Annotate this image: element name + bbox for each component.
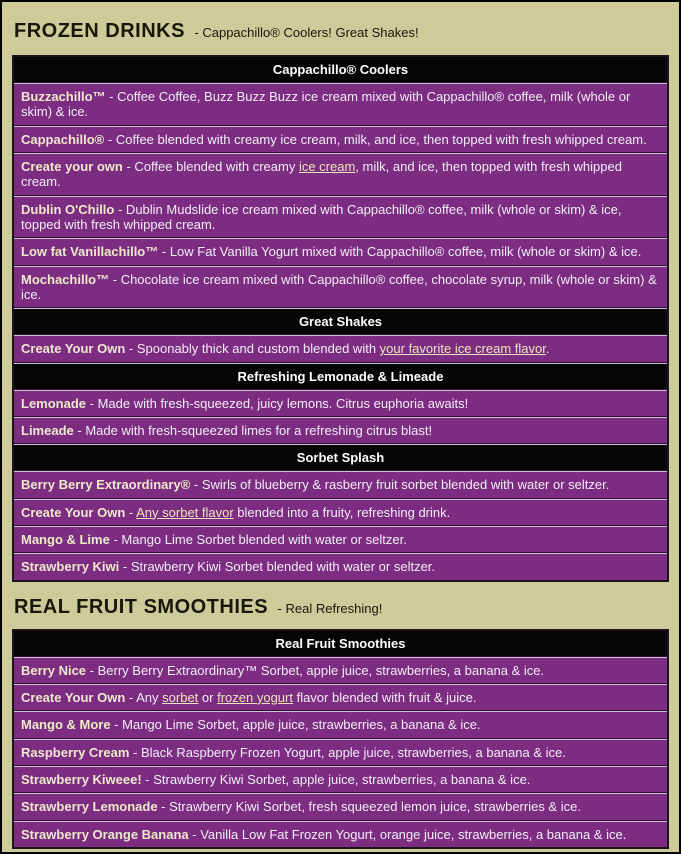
menu-item-row — [14, 821, 667, 847]
menu-item-description: - Swirls of blueberry & rasberry fruit sorbet blended with water or seltzer. — [193, 477, 610, 493]
menu-item-row — [14, 153, 667, 196]
menu-item-row — [14, 766, 667, 793]
menu-item-name: Strawberry Kiwi — [21, 559, 120, 575]
smoothies-table — [12, 629, 669, 849]
menu-item-description: - — [128, 504, 137, 520]
menu-item-name: Berry Nice — [21, 662, 87, 678]
menu-item-row — [14, 266, 667, 309]
frozen-drinks-table — [12, 55, 669, 582]
menu-item-description: - Dublin Mudslide ice cream mixed with Cappachillo® coffee, milk (whole or skim) & ice, topped with fresh whipped cream. — [21, 201, 622, 232]
frozen-drinks-subtitle: - Cappachillo® Coolers! Great Shakes! — [194, 25, 419, 40]
section-header-label: Sorbet Splash — [296, 450, 385, 466]
menu-item-link[interactable]: sorbet — [162, 689, 199, 705]
frozen-drinks-title: FROZEN DRINKS — [14, 20, 185, 42]
menu-item-row — [14, 553, 667, 579]
menu-item-row — [14, 471, 667, 498]
menu-item-row — [14, 126, 667, 153]
menu-item-name: Lemonade — [21, 395, 87, 411]
menu-section-header — [14, 631, 667, 657]
menu-item-description: - Strawberry Kiwi Sorbet, fresh squeezed lemon juice, strawberries & ice. — [161, 799, 581, 815]
menu-item-description: - Mango Lime Sorbet, apple juice, strawberries, a banana & ice. — [114, 717, 481, 733]
menu-item-row — [14, 711, 667, 738]
menu-item-row — [14, 417, 667, 444]
menu-item-row — [14, 684, 667, 711]
menu-item-description: - Strawberry Kiwi Sorbet, apple juice, strawberries, a banana & ice. — [145, 771, 531, 787]
menu-item-row — [14, 335, 667, 362]
menu-item-row — [14, 526, 667, 553]
menu-item-description: - Made with fresh-squeezed, juicy lemons. Citrus euphoria awaits! — [89, 395, 469, 411]
menu-item-row — [14, 390, 667, 417]
menu-item-description: - Made with fresh-squeezed limes for a refreshing citrus blast! — [77, 422, 433, 438]
menu-item-description: - Black Raspberry Frozen Yogurt, apple juice, strawberries, a banana & ice. — [133, 744, 566, 760]
smoothies-title: REAL FRUIT SMOOTHIES — [14, 595, 269, 618]
menu-item-name: Berry Berry Extraordinary® — [21, 477, 191, 493]
menu-item-row — [14, 238, 667, 265]
menu-item-name: Buzzachillo™ — [21, 89, 106, 104]
menu-item-link[interactable]: ice cream — [298, 158, 356, 174]
menu-item-name: Mochachillo™ — [21, 271, 110, 287]
menu-item-name: Cappachillo® — [21, 131, 105, 147]
menu-item-name: Limeade — [21, 422, 74, 438]
menu-item-row — [14, 739, 667, 766]
section-header-label: Refreshing Lemonade & Limeade — [237, 368, 444, 384]
menu-item-name: Mango & Lime — [21, 531, 110, 547]
frozen-drinks-heading — [14, 20, 667, 43]
section-header-label: Real Fruit Smoothies — [275, 635, 406, 651]
menu-item-description: - Berry Berry Extraordinary™ Sorbet, apple juice, strawberries, a banana & ice. — [89, 662, 545, 678]
menu-item-row — [14, 793, 667, 820]
menu-item-description: - Strawberry Kiwi Sorbet blended with water or seltzer. — [122, 559, 436, 575]
menu-item-description: . — [545, 341, 550, 357]
menu-item-description: - Coffee Coffee, Buzz Buzz Buzz ice cream mixed with Cappachillo® coffee, milk (whole or skim) & ice. — [21, 89, 631, 120]
smoothies-heading — [14, 596, 667, 619]
menu-item-name: Strawberry Orange Banana — [21, 826, 189, 842]
menu-item-link[interactable]: Any sorbet flavor — [136, 504, 234, 520]
menu-section-header — [14, 363, 667, 390]
menu-section-header — [14, 57, 667, 83]
menu-item-name: Create Your Own — [21, 341, 126, 357]
menu-item-row — [14, 83, 667, 126]
menu-item-name: Low fat Vanillachillo™ — [21, 244, 159, 260]
menu-section-header — [14, 444, 667, 471]
menu-item-description: - Mango Lime Sorbet blended with water or seltzer. — [113, 531, 407, 547]
menu-item-name: Strawberry Kiweee! — [21, 771, 142, 787]
menu-item-name: Raspberry Cream — [21, 744, 130, 760]
menu-item-name: Create Your Own — [21, 504, 126, 520]
menu-item-row — [14, 657, 667, 684]
menu-item-link[interactable]: your favorite ice cream flavor — [379, 341, 546, 357]
menu-item-row — [14, 499, 667, 526]
menu-item-name: Create your own — [21, 158, 123, 174]
section-header-label: Cappachillo® Coolers — [272, 62, 409, 77]
menu-item-name: Mango & More — [21, 717, 111, 733]
menu-item-description: - Low Fat Vanilla Yogurt mixed with Cappachillo® coffee, milk (whole or skim) & ice. — [161, 244, 642, 260]
menu-item-description: - Vanilla Low Fat Frozen Yogurt, orange juice, strawberries, a banana & ice. — [192, 826, 627, 842]
smoothies-subtitle: - Real Refreshing! — [277, 600, 383, 616]
menu-item-name: Strawberry Lemonade — [21, 799, 158, 815]
menu-section-header — [14, 308, 667, 335]
menu-item-description: blended into a fruity, refreshing drink. — [233, 504, 451, 520]
menu-item-description: - Coffee blended with creamy ice cream, milk, and ice, then topped with fresh whipped cream. — [107, 131, 647, 147]
menu-item-description: - Any — [128, 689, 163, 705]
menu-item-description: - Chocolate ice cream mixed with Cappachillo® coffee, chocolate syrup, milk (whole or skim) & ice. — [21, 271, 657, 302]
menu-item-description: - Coffee blended with creamy — [126, 158, 299, 174]
menu-item-description: flavor blended with fruit & juice. — [292, 689, 477, 705]
menu-item-description: - Spoonably thick and custom blended with — [128, 341, 380, 357]
menu-item-row — [14, 196, 667, 239]
menu-item-description: or — [198, 689, 218, 705]
menu-item-name: Dublin O'Chillo — [21, 201, 115, 217]
menu-item-description: , milk, and ice, then topped with fresh whipped cream. — [21, 158, 622, 190]
section-header-label: Great Shakes — [298, 314, 383, 330]
menu-item-name: Create Your Own — [21, 689, 126, 705]
menu-item-link[interactable]: frozen yogurt — [217, 689, 293, 705]
